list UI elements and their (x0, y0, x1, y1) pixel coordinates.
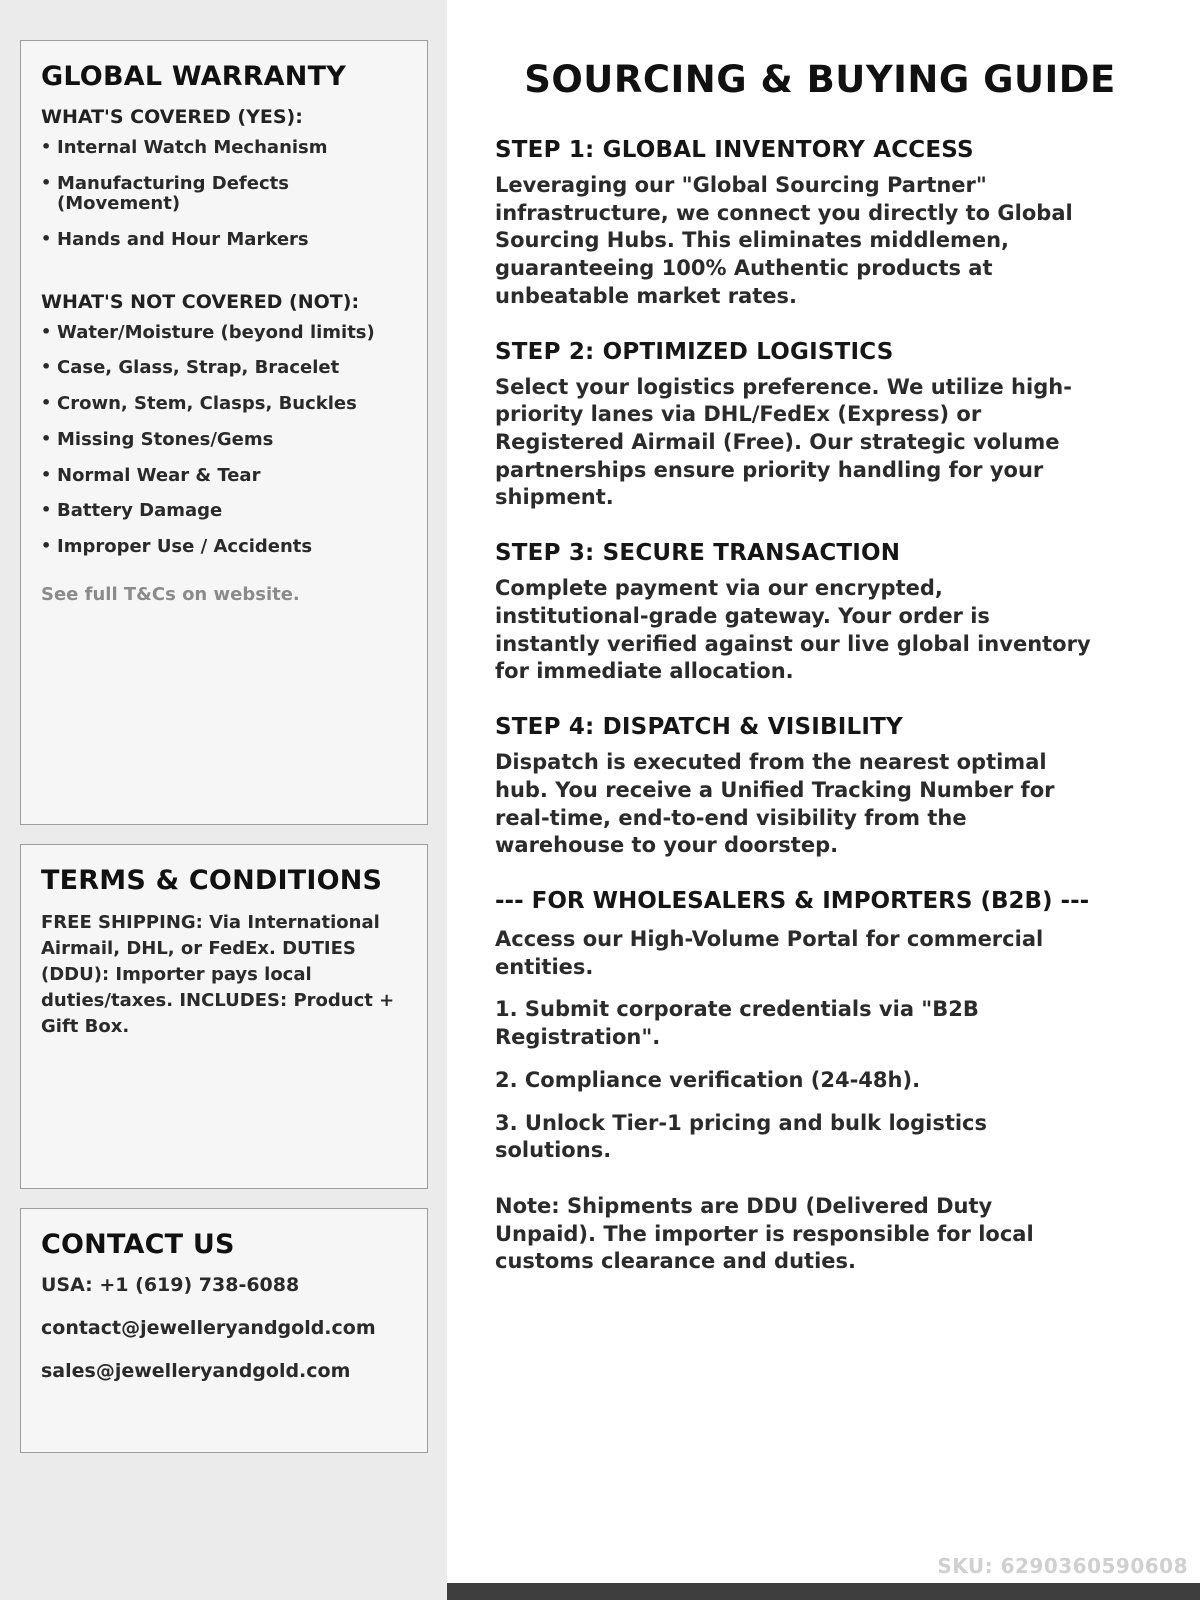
warranty-not-covered-item: • Missing Stones/Gems (41, 430, 407, 451)
step-2-body: Select your logistics preference. We utilize high-priority lanes via DHL/FedEx (Express) or Registered Airmail (Free). Our strategic volume partnerships ensure priority handling for your shipment. (495, 374, 1072, 510)
b2b-note: Note: Shipments are DDU (Delivered Duty Unpaid). The importer is responsible for local customs clearance and duties. (495, 1193, 1034, 1274)
page-title: SOURCING & BUYING GUIDE (524, 58, 1116, 101)
sku-label: SKU: 6290360590608 (937, 1554, 1188, 1578)
warranty-not-covered-item: • Normal Wear & Tear (41, 466, 407, 487)
warranty-not-covered-list (41, 323, 407, 558)
warranty-not-covered-item: • Improper Use / Accidents (41, 537, 407, 558)
warranty-covered-heading: WHAT'S COVERED (YES): (41, 106, 303, 128)
warranty-covered-item: • Manufacturing Defects (Movement) (41, 174, 407, 215)
terms-box (20, 844, 428, 1189)
contact-email-sales: sales@jewelleryandgold.com (41, 1360, 351, 1382)
step-3-heading: STEP 3: SECURE TRANSACTION (495, 540, 901, 567)
contact-phone: USA: +1 (619) 738-6088 (41, 1274, 300, 1296)
step-section-1 (495, 137, 1145, 311)
b2b-heading: --- FOR WHOLESALERS & IMPORTERS (B2B) --- (495, 887, 1090, 914)
b2b-intro: Access our High-Volume Portal for commercial entities. (495, 926, 1044, 979)
step-1-body: Leveraging our "Global Sourcing Partner" infrastructure, we connect you directly to Global Sourcing Hubs. This eliminates middlemen, guaranteeing 100% Authentic products at unbeatable market rates. (495, 173, 1073, 308)
b2b-section (495, 888, 1145, 1276)
contact-title: CONTACT US (41, 1229, 235, 1260)
terms-body: FREE SHIPPING: Via International Airmail, DHL, or FedEx. DUTIES (DDU): Importer pays local duties/taxes. INCLUDES: Product + Gift Box. (41, 912, 395, 1038)
sidebar (0, 0, 447, 1600)
b2b-item: 3. Unlock Tier-1 pricing and bulk logistics solutions. (495, 1110, 988, 1163)
warranty-covered-item: • Hands and Hour Markers (41, 230, 407, 251)
step-3-body: Complete payment via our encrypted, institutional-grade gateway. Your order is instantly verified against our live global inventory for immediate allocation. (495, 576, 1091, 684)
warranty-not-covered-item: • Crown, Stem, Clasps, Buckles (41, 394, 407, 415)
step-section-2 (495, 339, 1145, 513)
step-4-body: Dispatch is executed from the nearest optimal hub. You receive a Unified Tracking Number for real-time, end-to-end visibility from the warehouse to your doorstep. (495, 750, 1055, 858)
step-1-heading: STEP 1: GLOBAL INVENTORY ACCESS (495, 137, 974, 163)
footer-bar (447, 1583, 1200, 1600)
step-section-4 (495, 714, 1145, 860)
warranty-not-covered-item: • Water/Moisture (beyond limits) (41, 323, 407, 344)
contact-box (20, 1208, 428, 1453)
terms-title: TERMS & CONDITIONS (41, 865, 383, 896)
b2b-item: 2. Compliance verification (24-48h). (495, 1067, 921, 1092)
main-content (447, 0, 1200, 1600)
b2b-item: 1. Submit corporate credentials via "B2B Registration". (495, 997, 979, 1050)
warranty-title: GLOBAL WARRANTY (41, 61, 346, 92)
step-2-heading: STEP 2: OPTIMIZED LOGISTICS (495, 338, 894, 365)
warranty-covered-item: • Internal Watch Mechanism (41, 138, 407, 159)
warranty-not-covered-heading: WHAT'S NOT COVERED (NOT): (41, 290, 360, 313)
warranty-not-covered-item: • Case, Glass, Strap, Bracelet (41, 358, 407, 379)
warranty-not-covered-item: • Battery Damage (41, 501, 407, 522)
warranty-covered-list (41, 138, 407, 251)
step-4-heading: STEP 4: DISPATCH & VISIBILITY (495, 714, 903, 741)
warranty-footnote: See full T&Cs on website. (41, 583, 300, 605)
warranty-box (20, 40, 428, 825)
contact-email-primary: contact@jewelleryandgold.com (41, 1317, 376, 1339)
step-section-3 (495, 540, 1145, 686)
